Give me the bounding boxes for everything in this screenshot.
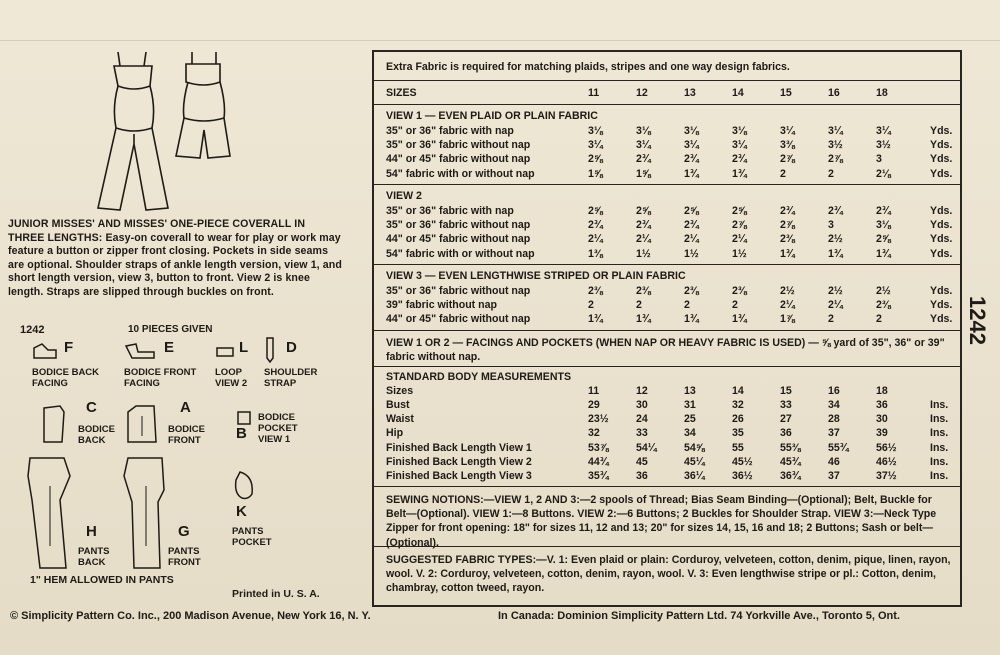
unit-label: Yds. xyxy=(930,285,953,297)
piece-h-shape-icon xyxy=(26,456,76,571)
sizes-header xyxy=(374,80,960,99)
value-cell: 1½ xyxy=(684,247,699,260)
coverall-long-sketch xyxy=(88,48,180,213)
table-row xyxy=(386,168,962,182)
table-row xyxy=(386,427,962,441)
value-cell: 1¾ xyxy=(636,313,651,326)
value-cell: 3¼ xyxy=(732,139,747,152)
piece-h-letter: H xyxy=(86,523,97,540)
body-size-16: 16 xyxy=(828,385,840,397)
piece-a-name: BODICE FRONT xyxy=(168,424,205,446)
view1-section xyxy=(374,104,960,180)
value-cell: 55¾ xyxy=(828,441,849,454)
value-cell: 53⅞ xyxy=(588,441,609,454)
value-cell: 3⅜ xyxy=(780,139,795,152)
canada-line: In Canada: Dominion Simplicity Pattern Ltd. 74 Yorkville Ave., Toronto 5, Ont. xyxy=(498,610,900,622)
view2-section xyxy=(374,184,960,260)
piece-e-shape-icon xyxy=(124,342,156,360)
value-cell: 2½ xyxy=(780,285,795,297)
value-cell: 37 xyxy=(828,470,840,482)
value-cell: 3½ xyxy=(828,139,843,152)
value-cell: 3⅛ xyxy=(588,125,603,137)
value-cell: 3⅛ xyxy=(636,125,651,137)
row-label: 54" fabric with or without nap xyxy=(386,167,535,180)
body-size-14: 14 xyxy=(732,385,744,397)
value-cell: 2¼ xyxy=(636,233,651,246)
value-cell: 37 xyxy=(828,427,840,440)
value-cell: 2⅞ xyxy=(780,153,795,166)
value-cell: 1½ xyxy=(732,247,747,260)
body-size-11: 11 xyxy=(588,385,600,397)
piece-c-letter: C xyxy=(86,399,97,416)
piece-b-letter: B xyxy=(236,425,247,442)
value-cell: 35¾ xyxy=(588,470,609,482)
piece-g-shape-icon xyxy=(122,456,168,571)
value-cell: 1¾ xyxy=(684,167,699,180)
table-row xyxy=(386,153,962,167)
fold-line xyxy=(0,40,1000,41)
size-13: 13 xyxy=(684,87,696,99)
value-cell: 34 xyxy=(684,427,696,440)
value-cell: 54¼ xyxy=(636,441,657,454)
value-cell: 2¼ xyxy=(588,233,603,246)
piece-c-name: BODICE BACK xyxy=(78,424,115,446)
unit-label: Yds. xyxy=(930,167,953,180)
value-cell: 28 xyxy=(828,413,840,426)
value-cell: 45 xyxy=(636,455,648,468)
value-cell: 46½ xyxy=(876,455,897,468)
size-11: 11 xyxy=(588,87,600,99)
piece-e-letter: E xyxy=(164,339,175,356)
value-cell: 46 xyxy=(828,455,840,468)
unit-label: Yds. xyxy=(930,233,953,246)
piece-l xyxy=(215,339,257,389)
value-cell: 2¾ xyxy=(780,205,795,217)
view3-section xyxy=(374,264,960,326)
value-cell: 2¼ xyxy=(684,233,699,246)
row-label: 35" or 36" fabric without nap xyxy=(386,219,531,232)
body-size-13: 13 xyxy=(684,385,696,397)
unit-label: Ins. xyxy=(930,470,949,482)
piece-l-letter: L xyxy=(239,339,249,356)
value-cell: 1⅝ xyxy=(588,167,603,180)
row-label: 35" or 36" fabric with nap xyxy=(386,125,514,137)
piece-h-name: PANTS BACK xyxy=(78,546,110,568)
value-cell: 39 xyxy=(876,427,888,440)
value-cell: 2⅜ xyxy=(780,233,795,246)
value-cell: 32 xyxy=(732,399,744,411)
value-cell: 2⅜ xyxy=(732,285,747,297)
value-cell: 36 xyxy=(876,399,888,411)
unit-label: Ins. xyxy=(930,455,949,468)
value-cell: 2¼ xyxy=(828,299,843,312)
suggested-fabric-types: SUGGESTED FABRIC TYPES:—V. 1: Even plaid or plain: Corduroy, velveteen, cotton, denim, pique, linen, rayon, wool. V. 2: Corduroy, velveteen, cotton, denim, rayon, wool. V. 3: Even lengthwise stripe or pl.: Cotton, denim, chambray, cotton tweed, rayon. xyxy=(386,554,951,595)
value-cell: 2¾ xyxy=(636,153,651,166)
value-cell: 36¾ xyxy=(780,470,801,482)
value-cell: 2⅜ xyxy=(684,285,699,297)
printed-in: Printed in U. S. A. xyxy=(232,588,320,600)
value-cell: 36¼ xyxy=(684,470,705,482)
piece-d xyxy=(264,336,326,389)
table-row xyxy=(386,470,962,484)
value-cell: 1¾ xyxy=(684,313,699,326)
value-cell: 2⅝ xyxy=(732,205,747,217)
unit-label: Yds. xyxy=(930,299,953,312)
value-cell: 36 xyxy=(636,470,648,482)
value-cell: 3¼ xyxy=(684,139,699,152)
value-cell: 3¼ xyxy=(636,139,651,152)
piece-b xyxy=(236,410,298,445)
sizes-label: SIZES xyxy=(386,87,417,99)
value-cell: 27 xyxy=(780,413,792,426)
yardage-chart xyxy=(372,50,962,607)
piece-e-name: BODICE FRONT FACING xyxy=(124,367,197,389)
value-cell: 34 xyxy=(828,399,840,411)
value-cell: 2¾ xyxy=(684,153,699,166)
value-cell: 33 xyxy=(780,399,792,411)
value-cell: 1½ xyxy=(636,247,651,260)
piece-f xyxy=(32,339,110,389)
value-cell: 36½ xyxy=(732,470,753,482)
pattern-description xyxy=(8,218,343,300)
table-row xyxy=(386,399,962,413)
row-label: 39" fabric without nap xyxy=(386,299,497,312)
value-cell: 2 xyxy=(732,299,738,312)
table-row xyxy=(386,248,962,262)
value-cell: 33 xyxy=(636,427,648,440)
value-cell: 2⅝ xyxy=(636,205,651,217)
row-label: 44" or 45" fabric without nap xyxy=(386,153,531,166)
notions-section xyxy=(374,486,960,549)
value-cell: 2⅞ xyxy=(732,219,747,232)
value-cell: 2½ xyxy=(828,233,843,246)
sewing-notions: SEWING NOTIONS:—VIEW 1, 2 AND 3:—2 spools of Thread; Bias Seam Binding—(Optional); Belt, Buckle for Belt—(Optional). VIEW 1:—8 Buttons. VIEW 2:—6 Buttons; 2 Buckles for Shoulder Strap. VIEW 3:—Neck Type Zipper for front opening: 18" for sizes 11, 12 and 13; 20" for sizes 14, 15, 16 and 18; 2 Buttons; Sash or belt—(Optional). xyxy=(386,494,937,549)
value-cell: 31 xyxy=(684,399,696,411)
value-cell: 1¾ xyxy=(588,313,603,326)
value-cell: 1¾ xyxy=(780,247,795,260)
unit-label: Yds. xyxy=(930,139,953,152)
value-cell: 1¾ xyxy=(732,313,747,326)
piece-l-name: LOOP VIEW 2 xyxy=(215,367,248,389)
piece-k-letter: K xyxy=(236,503,247,520)
view3-title: VIEW 3 — EVEN LENGTHWISE STRIPED OR PLAIN FABRIC xyxy=(386,270,686,282)
value-cell: 1⅜ xyxy=(588,247,603,260)
value-cell: 45¾ xyxy=(780,455,801,468)
facings-note: VIEW 1 OR 2 — FACINGS AND POCKETS (WHEN NAP OR HEAVY FABRIC IS USED) — ⅝ yard of 35", 36" or 39" fabric without nap. xyxy=(386,337,945,364)
unit-label: Yds. xyxy=(930,313,953,326)
row-label: 35" or 36" fabric with nap xyxy=(386,205,514,217)
value-cell: 35 xyxy=(732,427,744,440)
piece-b-name: BODICE POCKET VIEW 1 xyxy=(258,412,298,445)
value-cell: 2¾ xyxy=(876,205,891,217)
side-pattern-number-text: 1242 xyxy=(965,296,990,345)
piece-c-shape-icon xyxy=(40,402,70,446)
value-cell: 3⅛ xyxy=(732,125,747,137)
value-cell: 3 xyxy=(828,219,834,232)
table-row xyxy=(386,219,962,233)
row-label: 54" fabric with or without nap xyxy=(386,247,535,260)
piece-b-shape-icon xyxy=(236,410,252,426)
row-label: Finished Back Length View 2 xyxy=(386,455,532,468)
value-cell: 2⅜ xyxy=(876,299,891,312)
body-size-12: 12 xyxy=(636,385,648,397)
value-cell: 2¼ xyxy=(732,233,747,246)
value-cell: 2¾ xyxy=(732,153,747,166)
size-15: 15 xyxy=(780,87,792,99)
value-cell: 2 xyxy=(588,299,594,312)
value-cell: 2 xyxy=(636,299,642,312)
value-cell: 2⅛ xyxy=(876,167,891,180)
copyright-line: © Simplicity Pattern Co. Inc., 200 Madison Avenue, New York 16, N. Y. xyxy=(10,610,371,622)
view1-title: VIEW 1 — EVEN PLAID OR PLAIN FABRIC xyxy=(386,110,598,122)
value-cell: 2½ xyxy=(876,285,891,297)
value-cell: 25 xyxy=(684,413,696,426)
value-cell: 2 xyxy=(876,313,882,326)
piece-a-shape-icon xyxy=(124,402,160,446)
value-cell: 1⅞ xyxy=(780,313,795,326)
value-cell: 37½ xyxy=(876,470,897,482)
value-cell: 3¼ xyxy=(876,125,891,137)
value-cell: 1¾ xyxy=(828,247,843,260)
value-cell: 24 xyxy=(636,413,648,426)
table-row xyxy=(386,456,962,470)
piece-g-name: PANTS FRONT xyxy=(168,546,201,568)
value-cell: 26 xyxy=(732,413,744,426)
value-cell: 1⅝ xyxy=(636,167,651,180)
value-cell: 54⅝ xyxy=(684,441,705,454)
value-cell: 36 xyxy=(780,427,792,440)
value-cell: 55 xyxy=(732,441,744,454)
value-cell: 3 xyxy=(876,153,882,166)
table-row xyxy=(386,285,962,299)
unit-label: Ins. xyxy=(930,441,949,454)
value-cell: 30 xyxy=(636,399,648,411)
size-16: 16 xyxy=(828,87,840,99)
unit-label: Yds. xyxy=(930,125,953,137)
fabric-types-section xyxy=(374,546,960,595)
piece-f-name: BODICE BACK FACING xyxy=(32,367,100,389)
piece-k-name: PANTS POCKET xyxy=(232,526,272,548)
value-cell: 2⅝ xyxy=(684,205,699,217)
unit-label: Ins. xyxy=(930,427,949,440)
piece-h xyxy=(26,456,110,574)
value-cell: 3⅛ xyxy=(876,219,891,232)
row-label: 35" or 36" fabric without nap xyxy=(386,139,531,152)
table-row xyxy=(386,205,962,219)
piece-d-shape-icon xyxy=(264,336,276,364)
pattern-title: JUNIOR MISSES' AND MISSES' ONE-PIECE COVERALL IN THREE LENGTHS: xyxy=(8,218,306,244)
table-row xyxy=(386,233,962,247)
unit-label: Yds. xyxy=(930,153,953,166)
value-cell: 3¼ xyxy=(780,125,795,137)
pattern-number: 1242 xyxy=(20,324,45,336)
piece-d-letter: D xyxy=(286,339,297,356)
piece-f-letter: F xyxy=(64,339,74,356)
coverall-short-sketch xyxy=(172,48,234,163)
piece-f-shape-icon xyxy=(32,342,60,360)
pattern-description-text: Easy-on coverall to wear for play or work may feature a button or zipper front closing. Pockets in side seams are optional. Shoulder straps of ankle length version, view 1, and short length version, view 3, button to front. View 2 is knee length. Straps are slipped through buckles on front. xyxy=(8,231,342,298)
piece-d-name: SHOULDER STRAP xyxy=(264,367,318,389)
value-cell: 3¼ xyxy=(828,125,843,137)
value-cell: 2½ xyxy=(828,285,843,297)
body-title: STANDARD BODY MEASUREMENTS xyxy=(386,371,572,383)
value-cell: 3¼ xyxy=(588,139,603,152)
row-label: Finished Back Length View 1 xyxy=(386,441,532,454)
value-cell: 29 xyxy=(588,399,600,411)
body-size-15: 15 xyxy=(780,385,792,397)
row-label: Finished Back Length View 3 xyxy=(386,470,532,482)
piece-k xyxy=(232,470,272,548)
value-cell: 32 xyxy=(588,427,600,440)
size-12: 12 xyxy=(636,87,648,99)
table-row xyxy=(386,125,962,139)
piece-g-letter: G xyxy=(178,523,190,540)
unit-label: Yds. xyxy=(930,205,953,217)
piece-a xyxy=(124,399,205,449)
row-label: Hip xyxy=(386,427,404,440)
value-cell: 2¼ xyxy=(780,299,795,312)
row-label: Waist xyxy=(386,413,414,426)
table-row xyxy=(386,413,962,427)
value-cell: 1¾ xyxy=(732,167,747,180)
piece-g xyxy=(122,456,201,574)
value-cell: 2⅝ xyxy=(876,233,891,246)
value-cell: 2⅜ xyxy=(588,285,603,297)
value-cell: 2¾ xyxy=(828,205,843,217)
piece-k-shape-icon xyxy=(232,470,256,502)
body-size-18: 18 xyxy=(876,385,888,397)
value-cell: 2⅝ xyxy=(588,205,603,217)
side-pattern-number xyxy=(964,296,994,356)
facings-section xyxy=(374,330,960,364)
value-cell: 23½ xyxy=(588,413,609,426)
hem-note: 1" HEM ALLOWED IN PANTS xyxy=(30,574,174,586)
body-sizes-label: Sizes xyxy=(386,385,414,397)
value-cell: 2⅝ xyxy=(588,153,603,166)
piece-c xyxy=(40,399,115,449)
piece-e xyxy=(124,339,204,389)
value-cell: 2 xyxy=(828,167,834,180)
value-cell: 55⅜ xyxy=(780,441,801,454)
piece-a-letter: A xyxy=(180,399,191,416)
body-measurements-section xyxy=(374,366,960,482)
unit-label: Yds. xyxy=(930,247,953,260)
value-cell: 2⅜ xyxy=(636,285,651,297)
value-cell: 1¾ xyxy=(876,247,891,260)
row-label: 35" or 36" fabric without nap xyxy=(386,285,531,297)
unit-label: Ins. xyxy=(930,399,949,411)
value-cell: 2 xyxy=(684,299,690,312)
table-row xyxy=(386,139,962,153)
value-cell: 45¼ xyxy=(684,455,705,468)
unit-label: Yds. xyxy=(930,219,953,232)
piece-l-shape-icon xyxy=(215,342,237,360)
table-row xyxy=(386,299,962,313)
value-cell: 3½ xyxy=(876,139,891,152)
table-row xyxy=(386,313,962,327)
value-cell: 44¾ xyxy=(588,455,609,468)
value-cell: 2 xyxy=(828,313,834,326)
view2-title: VIEW 2 xyxy=(386,190,422,202)
value-cell: 2¾ xyxy=(684,219,699,232)
size-14: 14 xyxy=(732,87,744,99)
row-label: Bust xyxy=(386,399,410,411)
value-cell: 2⅞ xyxy=(828,153,843,166)
row-label: 44" or 45" fabric without nap xyxy=(386,233,531,246)
value-cell: 2 xyxy=(780,167,786,180)
value-cell: 56½ xyxy=(876,441,897,454)
value-cell: 3⅛ xyxy=(684,125,699,137)
value-cell: 2⅞ xyxy=(780,219,795,232)
value-cell: 45½ xyxy=(732,455,753,468)
pieces-given: 10 PIECES GIVEN xyxy=(128,324,213,335)
value-cell: 30 xyxy=(876,413,888,426)
unit-label: Ins. xyxy=(930,413,949,426)
value-cell: 2¾ xyxy=(636,219,651,232)
size-18: 18 xyxy=(876,87,888,99)
row-label: 44" or 45" fabric without nap xyxy=(386,313,531,326)
extra-fabric-note: Extra Fabric is required for matching plaids, stripes and one way design fabrics. xyxy=(386,61,790,73)
table-row xyxy=(386,442,962,456)
value-cell: 2¾ xyxy=(588,219,603,232)
